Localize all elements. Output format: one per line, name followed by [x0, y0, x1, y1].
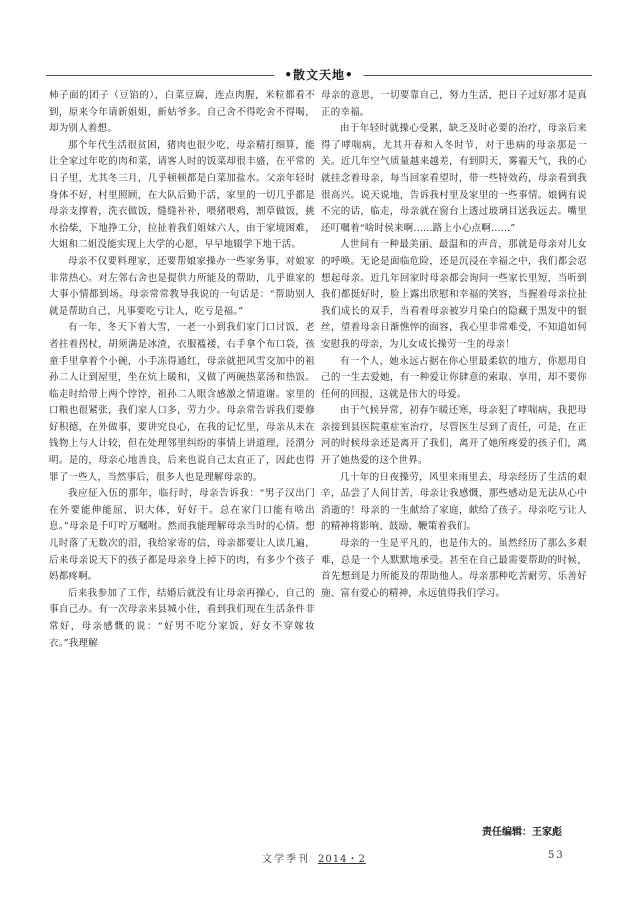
footer-journal-name: 文学季刊 [262, 854, 310, 865]
paragraph: 我应征入伍的那年，临行时，母亲告诉我：“男子汉出门在外要能伸能屈，识大体，好好干。总在家门口能有啥出息。”母亲是千叮咛万嘱咐。然而我能理解母亲当时的心情。想儿时落了无数次的泪，我给家寄的信，母亲都要让人读几遍，后来母亲说天下的孩子都是母亲身上掉下的肉，有多少个孩子妈都疼啊。 [49, 488, 315, 583]
section-header [0, 66, 638, 84]
paragraph: 母亲的意思，一切要靠自己，努力生活，把日子过好那才是真正的幸福。 [321, 90, 587, 118]
right-column [321, 88, 587, 602]
paragraph: 有一年，冬天下着大雪，一老一小到我们家门口讨饭，老者拄着拐杖，胡须满是冰渣，衣服褴褛，右手拿个布口袋，孩童手里拿着个小碗，小手冻得通红，母亲就把风雪交加中的祖孙二人让到屋里，坐在炕上暖和，又做了两碗热菜汤和热饭。临走时给带上两个饽饽，祖孙二人眼含感激之情道谢。家里的口粮也很紧张，我们家人口多，劳力少。母亲常告诉我们要修好积德，在外做事，要讲究良心，在我的记忆里，母亲从未在钱物上与人计较，但在处理邻里纠纷的事情上讲道理，泾渭分明。是的，母亲心地善良，后来也说自己太直正了，因此也得罪了一些人，当然事后，很多人也是理解母亲的。 [49, 322, 315, 483]
editor-credit: 责任编辑：王家彪 [482, 827, 562, 838]
section-title: •散文天地• [274, 66, 363, 84]
paragraph: 柿子面的团子（豆馅的），白菜豆腐，连点肉腥，米粒都看不到，原来今年请新姐姐，新姑爷多。自己舍不得吃舍不得喝，却为别人着想。 [49, 90, 315, 135]
page-number: 53 [548, 850, 565, 861]
paragraph: 由于气候异常，初春乍暖还寒，母亲犯了哮喘病，我把母亲接到县医院重症室治疗，尽管医生尽到了责任，可是，在正河的时候母亲还是离开了我们，离开了她所疼爱的孩子们，离开了她热爱的这个世界。 [321, 405, 587, 467]
paragraph: 几十年的日夜操劳，风里来雨里去，母亲经历了生活的艰辛，品尝了人间甘苦，母亲让我感慨，那些感动是无法从心中消逝的！母亲的一生献给了家庭，献给了孩子。母亲吃亏让人的精神将影响、鼓励、鞭策着我们。 [321, 471, 587, 533]
paragraph: 由于年轻时就操心受累，缺乏及时必要的治疗，母亲后来得了哮喘病，尤其开春和入冬时节，对于患病的母亲那是一关。近几年空气质量越来越差，有到阴天，雾霾天气，我的心就挂念着母亲，每当回家看望时，带一些特效药，母亲看到我很高兴。说天说地，告诉我村里及家里的一些事情。娘俩有说不完的话，临走，母亲就在窗台上透过玻璃目送我远去。嘴里还叮嘱着“啥时侯来啊……路上小心点啊……” [321, 123, 587, 234]
paragraph: 后来我参加了工作，结婚后就没有让母亲再操心，自己的事自己办。有一次母亲来县城小住，看到我们现在生活条件非常好，母亲感慨的说：“好男不吃分家饭，好女不穿嫁妆衣。”我理解 [49, 587, 315, 649]
paragraph: 人世间有一种最美丽、最温和的声音，那就是母亲对儿女的呼唤。无论是面临危险，还是沉浸在幸福之中，我们都会忍想起母亲。近几年回家时母亲都会询问一些家长里短，当听到我们都挺好时，脸上露出欣慰和幸福的笑容，当握着母亲拉扯我们成长的双手，当看着母亲被岁月染白的隐藏于黑发中的银丝，望着母亲日渐憔悴的面容，我心里非常难受，不知道如何安慰我的母亲，为儿女成长操劳一生的母亲！ [321, 239, 587, 350]
left-column [49, 88, 315, 652]
paragraph: 那个年代生活很贫困，猪肉也很少吃，母亲精打细算，能让全家过年吃的肉和菜，请客人时的饭菜却很丰盛，在平常的日子里，尤其冬三月，几乎顿顿都是白菜加盐水。父亲年轻时身体不好，村里照顾，在大队后勤干活，家里的一切几乎都是母亲支撑着，洗衣做饭，缝缝补补，喂猪喂鸡，割草做饭，挑水拾柴，下地挣工分，拉扯着我们姐妹六人，由于家境困难，大姐和二姐没能实现上大学的心愿，早早地辍学下地干活。 [49, 139, 315, 251]
paragraph: 母亲的一生是平凡的，也是伟大的。虽然经历了那么多艰难，总是一个人默默地承受。甚至在自己最需要帮助的时候，首先想到是力所能及的帮助他人。母亲那种吃苦耐劳、乐善好施、富有爱心的精神，永远值得我们学习。 [321, 538, 587, 599]
paragraph: 母亲不仅要料理家，还要帮娘家操办一些家务事，对娘家非常热心。对左邻右舍也是提供力所能及的帮助，儿乎谁家的大事小情都到场。母亲常常教导我说的一句话是：“帮助别人就是帮助自己，凡事要吃亏让人，吃亏是福。” [49, 255, 315, 317]
paragraph: 有一个人，她永远占据在你心里最柔软的地方，你愿用自己的一生去爱她，有一种爱让你肆意的索取、享用，却不要你任何的回报，这就是伟大的母爱。 [321, 355, 587, 400]
page-footer [0, 850, 638, 866]
footer-issue: 2014・2 [318, 854, 366, 865]
